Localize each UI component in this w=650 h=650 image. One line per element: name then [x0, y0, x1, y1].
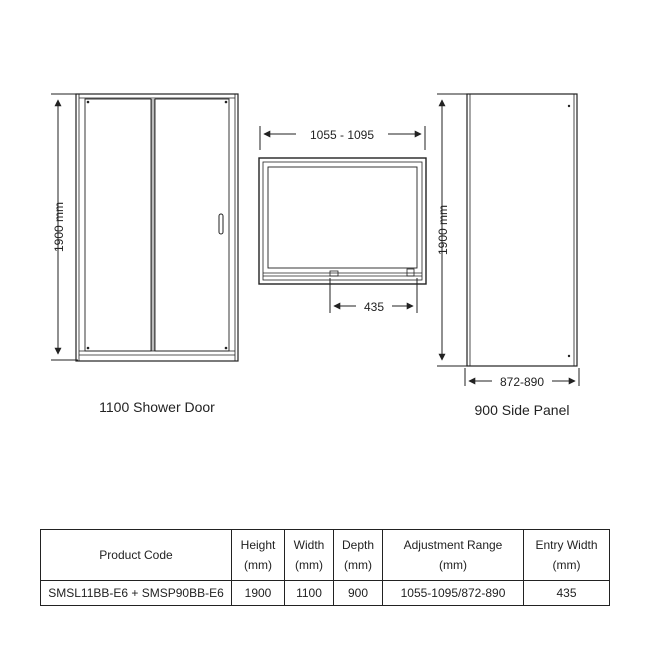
- shower-tray-outline: [268, 167, 417, 268]
- cell-height: 1900: [232, 581, 285, 606]
- cell-product-code: SMSL11BB-E6 + SMSP90BB-E6: [41, 581, 232, 606]
- door-sliding-panel: [155, 99, 229, 351]
- specification-table: [40, 529, 610, 606]
- door-caption: 1100 Shower Door: [99, 399, 215, 415]
- door-height-label: 1900 mm: [52, 201, 66, 253]
- table-row: [41, 581, 610, 606]
- header-entry-width: Entry Width (mm): [524, 530, 610, 581]
- header-adjustment-range: Adjustment Range (mm): [383, 530, 524, 581]
- cell-depth: 900: [334, 581, 383, 606]
- cell-entry-width: 435: [524, 581, 610, 606]
- cell-width: 1100: [285, 581, 334, 606]
- cell-adjustment-range: 1055-1095/872-890: [383, 581, 524, 606]
- table-header-row: [41, 530, 610, 581]
- shower-door-elevation: [51, 94, 238, 415]
- header-depth: Depth (mm): [334, 530, 383, 581]
- header-width: Width (mm): [285, 530, 334, 581]
- panel-caption: 900 Side Panel: [474, 402, 570, 418]
- side-panel-elevation: [436, 94, 579, 418]
- entry-width-label: 435: [363, 300, 385, 314]
- door-fixed-panel: [85, 99, 151, 351]
- panel-height-label: 1900 mm: [436, 204, 450, 256]
- header-product-code: Product Code: [41, 530, 232, 581]
- door-handle-icon: [219, 214, 223, 234]
- plan-width-label: 1055 - 1095: [309, 128, 375, 142]
- side-panel-glass: [467, 94, 577, 366]
- plan-view: [259, 125, 426, 314]
- header-height: Height (mm): [232, 530, 285, 581]
- panel-width-label: 872-890: [499, 375, 545, 389]
